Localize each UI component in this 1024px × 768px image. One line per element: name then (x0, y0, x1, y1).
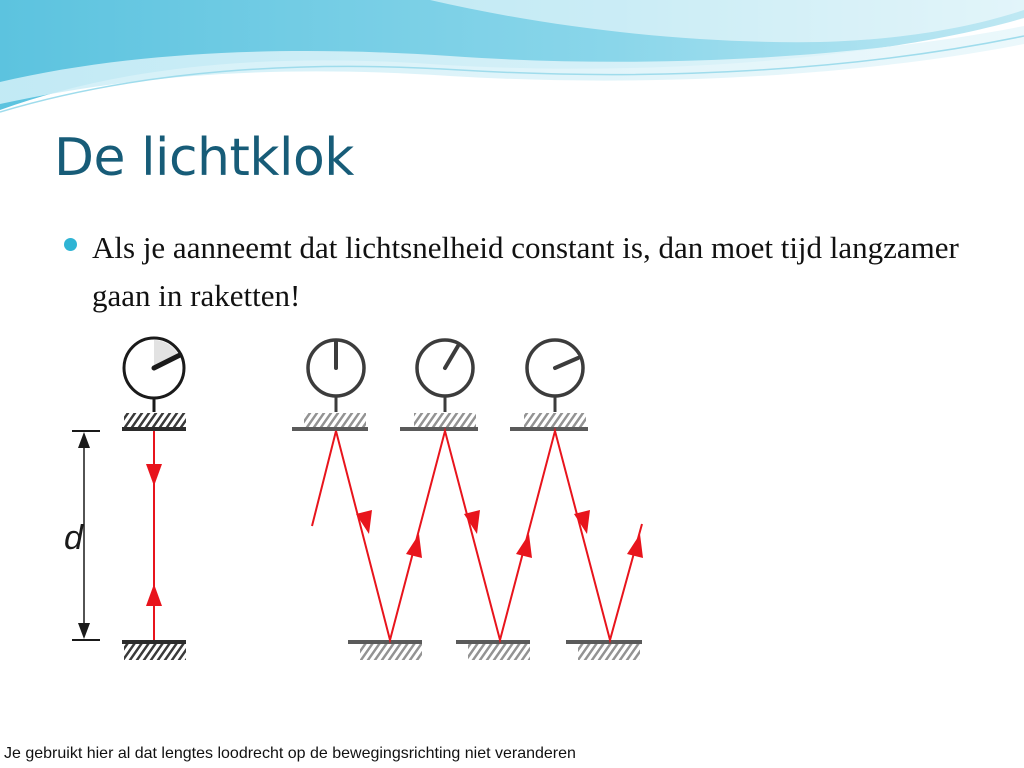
moving-bottom-mirror-1 (348, 640, 422, 660)
moving-clock-2 (400, 340, 478, 431)
light-arrow-down (146, 464, 162, 486)
footnote: Je gebruikt hier al dat lengtes loodrecht op de bewegingsrichting niet veranderen (4, 745, 576, 762)
bullet-item (62, 224, 962, 320)
top-mirror (122, 413, 186, 431)
moving-bottom-mirror-2 (456, 640, 530, 660)
moving-clock-3 (510, 340, 588, 431)
top-mirror (292, 413, 368, 431)
stationary-clock (122, 338, 186, 660)
top-mirror (510, 413, 588, 431)
bottom-mirror (122, 640, 186, 660)
slide-title: De lichtklok (54, 128, 354, 188)
clock-face-icon (124, 338, 184, 412)
clock-face-icon (417, 340, 473, 412)
zigzag-light-path (312, 431, 642, 640)
top-mirror (400, 413, 478, 431)
header-wave-banner (0, 0, 1024, 130)
light-arrow-up (146, 584, 162, 606)
light-arrow-down-1 (356, 510, 372, 534)
distance-label: d (64, 519, 83, 557)
moving-bottom-mirror-3 (566, 640, 642, 660)
moving-clock-1 (292, 340, 368, 431)
bullet-text: Als je aanneemt dat lichtsnelheid constant is, dan moet tijd langzamer gaan in raketten! (92, 230, 959, 313)
light-arrow-up-3 (627, 534, 643, 558)
clock-face-icon (527, 340, 583, 412)
light-arrow-up-2 (516, 534, 532, 558)
bullet-list (62, 224, 962, 320)
clock-face-icon (308, 340, 364, 412)
light-arrow-up-1 (406, 534, 422, 558)
light-clock-diagram (60, 328, 660, 668)
bullet-dot-icon (64, 238, 77, 251)
